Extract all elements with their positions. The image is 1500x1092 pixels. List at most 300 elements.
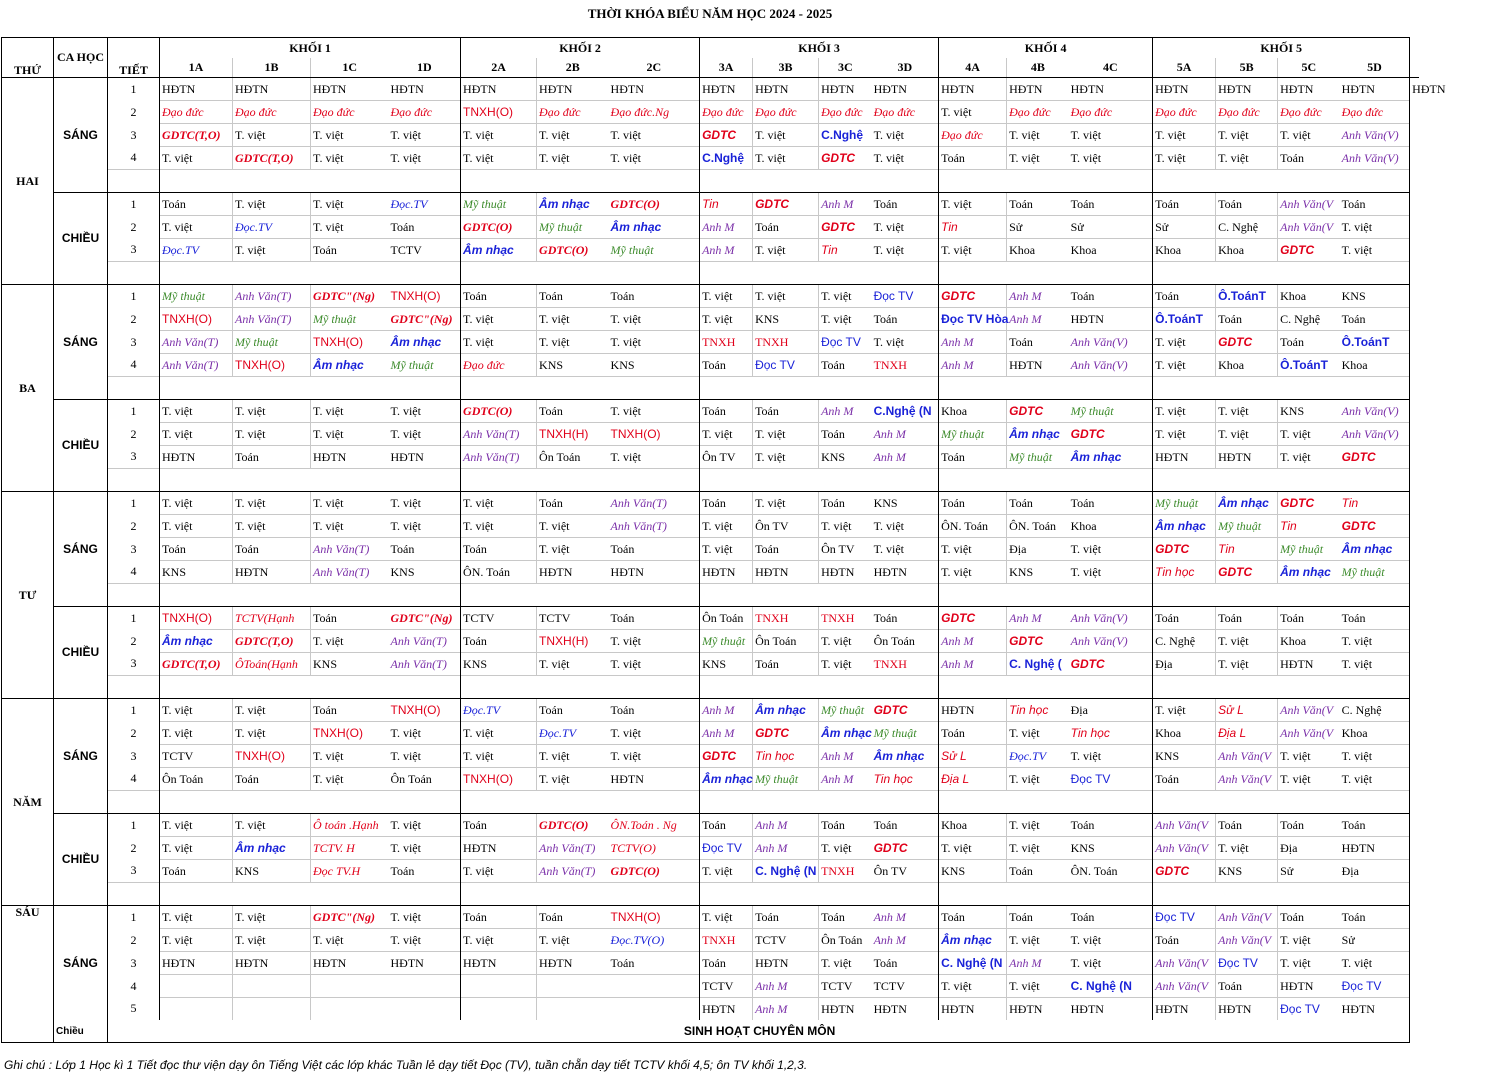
class-cell xyxy=(233,998,311,1021)
class-cell: Tin học xyxy=(1007,699,1069,722)
class-cell: Đạo đức xyxy=(700,101,753,124)
class-cell: HĐTN xyxy=(311,446,389,469)
class-cell: Đạo đức xyxy=(389,101,461,124)
spacer-cell xyxy=(461,170,537,193)
class-cell: T. việt xyxy=(753,124,819,147)
class-cell: GDTC xyxy=(1340,446,1410,469)
class-cell: HĐTN xyxy=(461,78,537,101)
class-cell: HĐTN xyxy=(1069,78,1153,101)
session-label: CHIỀU xyxy=(54,607,108,699)
class-cell: GDTC xyxy=(1216,561,1278,584)
spacer-cell xyxy=(233,676,311,699)
header-khoi: KHỐI 3 xyxy=(700,38,939,59)
class-cell: GDTC xyxy=(753,722,819,745)
class-cell: Địa xyxy=(1278,837,1340,860)
class-cell: HĐTN xyxy=(872,998,939,1021)
class-cell: Khoa xyxy=(1153,239,1216,262)
header-class: 5A xyxy=(1153,58,1216,78)
period-number: 4 xyxy=(108,354,160,377)
class-cell: HĐTN xyxy=(389,952,461,975)
class-cell: HĐTN xyxy=(872,78,939,101)
class-cell: KNS xyxy=(1216,860,1278,883)
class-cell: Sử L xyxy=(939,745,1007,768)
class-cell: HĐTN xyxy=(1007,998,1069,1021)
class-cell: TCTV xyxy=(819,975,872,998)
session-label: SÁNG xyxy=(54,492,108,607)
class-cell: GDTC xyxy=(819,147,872,170)
spacer-cell xyxy=(389,377,461,400)
class-cell: T. việt xyxy=(872,124,939,147)
class-cell: Ôn Toán xyxy=(819,929,872,952)
period-number: 4 xyxy=(108,975,160,998)
class-cell: KNS xyxy=(753,308,819,331)
class-cell: Toán xyxy=(160,860,233,883)
class-cell: C. Nghệ xyxy=(1278,308,1340,331)
session-label: SÁNG xyxy=(54,699,108,814)
class-cell: GDTC xyxy=(753,193,819,216)
class-cell: Toán xyxy=(1153,768,1216,791)
period-number: 3 xyxy=(108,653,160,676)
class-cell: Toán xyxy=(1278,607,1340,630)
class-cell: TNXH xyxy=(872,354,939,377)
class-cell: Toán xyxy=(311,607,389,630)
class-cell: Sử xyxy=(1069,216,1153,239)
class-cell: Toán xyxy=(537,492,609,515)
class-cell: T. việt xyxy=(461,308,537,331)
class-cell: Tin xyxy=(1216,538,1278,561)
class-cell: T. việt xyxy=(389,837,461,860)
class-cell: KNS xyxy=(872,492,939,515)
spacer-cell xyxy=(537,469,609,492)
class-cell: T. việt xyxy=(461,331,537,354)
class-cell: Toán xyxy=(700,492,753,515)
class-cell: T. việt xyxy=(311,630,389,653)
class-cell: HĐTN xyxy=(939,998,1007,1021)
class-cell: T. việt xyxy=(753,492,819,515)
class-cell: T. việt xyxy=(1153,331,1216,354)
class-cell: T. việt xyxy=(872,239,939,262)
period-number: 1 xyxy=(108,285,160,308)
spacer-cell xyxy=(1340,883,1410,906)
spacer-cell xyxy=(311,262,389,285)
class-cell: Ô.ToánT xyxy=(1153,308,1216,331)
header-thu: THỨ xyxy=(14,63,41,77)
class-cell: ÔN.Toán . Ng xyxy=(609,814,700,837)
class-cell: Mỹ thuật xyxy=(1007,446,1069,469)
class-cell: HĐTN xyxy=(753,561,819,584)
spacer-cell xyxy=(1216,469,1278,492)
class-cell: C. Nghệ (N xyxy=(753,860,819,883)
class-cell: Anh Văn(T) xyxy=(160,331,233,354)
class-cell: HĐTN xyxy=(389,78,461,101)
class-cell: Âm nhạc xyxy=(1069,446,1153,469)
class-cell: Anh Văn(V xyxy=(1216,768,1278,791)
class-cell: Toán xyxy=(609,285,700,308)
class-cell: T. việt xyxy=(1216,653,1278,676)
spacer-cell xyxy=(311,883,389,906)
class-cell: Toán xyxy=(389,216,461,239)
class-cell: Đọc TV xyxy=(819,331,872,354)
class-cell: Anh Văn(V xyxy=(1216,745,1278,768)
class-cell: T. việt xyxy=(1069,538,1153,561)
class-cell: Toán xyxy=(819,906,872,929)
spacer-cell xyxy=(1153,676,1216,699)
class-cell: KNS xyxy=(1340,285,1410,308)
spacer-cell xyxy=(461,584,537,607)
class-cell: GDTC xyxy=(1069,653,1153,676)
class-cell: Anh Văn(V) xyxy=(1340,124,1410,147)
spacer-cell xyxy=(753,676,819,699)
class-cell: HĐTN xyxy=(872,561,939,584)
class-cell: Toán xyxy=(1007,331,1069,354)
class-cell: Ô.ToánT xyxy=(1340,331,1410,354)
class-cell: Toán xyxy=(819,492,872,515)
period-number: 3 xyxy=(108,331,160,354)
class-cell: T. việt xyxy=(753,285,819,308)
class-cell: T. việt xyxy=(609,446,700,469)
spacer-cell xyxy=(1007,262,1069,285)
class-cell: T. việt xyxy=(1216,124,1278,147)
class-cell: GDTC xyxy=(700,745,753,768)
class-cell: Ô.ToánT xyxy=(1216,285,1278,308)
spacer-cell xyxy=(609,469,700,492)
period-number: 2 xyxy=(108,515,160,538)
class-cell: T. việt xyxy=(939,101,1007,124)
class-cell: T. việt xyxy=(700,515,753,538)
class-cell: Khoa xyxy=(1216,354,1278,377)
class-cell: HĐTN xyxy=(700,561,753,584)
class-cell: ÔN. Toán xyxy=(939,515,1007,538)
spacer-cell xyxy=(700,676,753,699)
spacer-cell xyxy=(1153,377,1216,400)
class-cell: Ôn TV xyxy=(700,446,753,469)
class-cell: Đạo đức xyxy=(819,101,872,124)
class-cell: Toán xyxy=(753,538,819,561)
class-cell: Âm nhạc xyxy=(537,193,609,216)
class-cell: Toán xyxy=(1340,607,1410,630)
class-cell: T. việt xyxy=(311,745,389,768)
class-cell: Âm nhạc xyxy=(1340,538,1410,561)
class-cell: T. việt xyxy=(1340,952,1410,975)
class-cell: Địa L xyxy=(1216,722,1278,745)
spacer-cell xyxy=(939,469,1007,492)
spacer-cell xyxy=(1278,791,1340,814)
class-cell: KNS xyxy=(609,354,700,377)
class-cell: T. việt xyxy=(1340,239,1410,262)
class-cell: Anh Văn(V) xyxy=(1069,331,1153,354)
header-class: 3D xyxy=(872,58,939,78)
class-cell: T. việt xyxy=(1216,837,1278,860)
class-cell: T. việt xyxy=(160,147,233,170)
spacer-cell xyxy=(108,584,160,607)
class-cell: HĐTN xyxy=(537,561,609,584)
spacer-cell xyxy=(233,170,311,193)
class-cell xyxy=(160,998,233,1021)
class-cell: Đạo đức xyxy=(1340,101,1410,124)
spacer-cell xyxy=(1069,262,1153,285)
class-cell: T. việt xyxy=(609,745,700,768)
class-cell xyxy=(389,975,461,998)
class-cell: T. việt xyxy=(461,492,537,515)
class-cell: Anh Văn(T) xyxy=(461,423,537,446)
spacer-cell xyxy=(819,883,872,906)
class-cell: Khoa xyxy=(1069,515,1153,538)
class-cell: T. việt xyxy=(1216,147,1278,170)
class-cell: Khoa xyxy=(939,400,1007,423)
class-cell: Toán xyxy=(461,538,537,561)
class-cell: HĐTN xyxy=(461,952,537,975)
class-cell: Âm nhạc xyxy=(700,768,753,791)
class-cell: T. việt xyxy=(819,630,872,653)
class-cell: Toán xyxy=(872,308,939,331)
class-cell: T. việt xyxy=(753,239,819,262)
class-cell: Anh Văn(T) xyxy=(609,515,700,538)
class-cell: Mỹ thuật xyxy=(1216,515,1278,538)
class-cell: Khoa xyxy=(1340,354,1410,377)
class-cell: T. việt xyxy=(1278,446,1340,469)
spacer-cell xyxy=(311,170,389,193)
spacer-cell xyxy=(311,377,389,400)
class-cell: GDTC xyxy=(1069,423,1153,446)
period-number: 1 xyxy=(108,492,160,515)
class-cell: T. việt xyxy=(1340,745,1410,768)
class-cell: Anh Văn(V xyxy=(1153,837,1216,860)
class-cell: HĐTN xyxy=(1278,78,1340,101)
spacer-cell xyxy=(1069,791,1153,814)
class-cell: T. việt xyxy=(537,331,609,354)
class-cell: TCTV(O) xyxy=(609,837,700,860)
spacer-cell xyxy=(939,883,1007,906)
header-class: 1B xyxy=(233,58,311,78)
class-cell: Đọc.TV(O) xyxy=(609,929,700,952)
spacer-cell xyxy=(753,584,819,607)
class-cell: Toán xyxy=(819,354,872,377)
class-cell: T. việt xyxy=(1007,975,1069,998)
class-cell: Mỹ thuật xyxy=(1153,492,1216,515)
class-cell: Mỹ thuật xyxy=(939,423,1007,446)
class-cell: Toán xyxy=(1153,607,1216,630)
class-cell: T. việt xyxy=(233,906,311,929)
class-cell: T. việt xyxy=(389,492,461,515)
class-cell: T. việt xyxy=(700,906,753,929)
class-cell: T. việt xyxy=(872,515,939,538)
class-cell: C.Nghệ xyxy=(819,124,872,147)
class-cell: Anh M xyxy=(1007,308,1069,331)
class-cell: T. việt xyxy=(233,239,311,262)
class-cell: Đạo đức xyxy=(537,101,609,124)
class-cell: T. việt xyxy=(311,929,389,952)
class-cell: Địa L xyxy=(939,768,1007,791)
spacer-cell xyxy=(108,262,160,285)
spacer-cell xyxy=(461,883,537,906)
class-cell: Anh M xyxy=(753,998,819,1021)
class-cell: Toán xyxy=(700,354,753,377)
class-cell: Anh Văn(T) xyxy=(160,354,233,377)
class-cell: Địa xyxy=(1340,860,1410,883)
class-cell: Âm nhạc xyxy=(233,837,311,860)
class-cell: Anh Văn(V) xyxy=(1340,147,1410,170)
class-cell: HĐTN xyxy=(1216,78,1278,101)
class-cell: Đọc.TV xyxy=(233,216,311,239)
class-cell: T. việt xyxy=(233,722,311,745)
spacer-cell xyxy=(537,883,609,906)
sinh-hoat-chuyen-mon: SINH HOẠT CHUYÊN MÔN xyxy=(108,1020,1410,1043)
class-cell xyxy=(537,998,609,1021)
class-cell: T. việt xyxy=(1153,354,1216,377)
class-cell: Anh M xyxy=(939,354,1007,377)
class-cell: Khoa xyxy=(1007,239,1069,262)
class-cell: T. việt xyxy=(160,216,233,239)
spacer-cell xyxy=(461,676,537,699)
class-cell: Anh M xyxy=(1007,285,1069,308)
class-cell: HĐTN xyxy=(700,998,753,1021)
class-cell: TNXH(O) xyxy=(461,101,537,124)
spacer-cell xyxy=(819,469,872,492)
class-cell: HĐTN xyxy=(819,561,872,584)
header-thu-spacer xyxy=(2,38,54,78)
header-tiet-spacer xyxy=(108,38,160,78)
class-cell: T. việt xyxy=(1278,952,1340,975)
class-cell: Toán xyxy=(939,492,1007,515)
class-cell: Ôn TV xyxy=(872,860,939,883)
class-cell: T. việt xyxy=(389,929,461,952)
spacer-cell xyxy=(537,262,609,285)
spacer-cell xyxy=(1069,883,1153,906)
class-cell: GDTC xyxy=(939,607,1007,630)
class-cell: KNS xyxy=(1007,561,1069,584)
class-cell: Đọc.TV xyxy=(537,722,609,745)
class-cell: GDTC(T,O) xyxy=(233,147,311,170)
page-title: THỜI KHÓA BIỂU NĂM HỌC 2024 - 2025 xyxy=(587,6,833,21)
class-cell: Đọc.TV xyxy=(461,699,537,722)
header-tiet: TIẾT xyxy=(119,63,148,77)
class-cell: HĐTN xyxy=(819,998,872,1021)
class-cell: T. việt xyxy=(939,193,1007,216)
day-label: HAI xyxy=(2,78,54,285)
class-cell: Toán xyxy=(700,400,753,423)
period-number: 2 xyxy=(108,630,160,653)
class-cell: Toán xyxy=(1007,906,1069,929)
spacer-cell xyxy=(461,262,537,285)
class-cell: HĐTN xyxy=(1340,78,1410,101)
class-cell: T. việt xyxy=(160,400,233,423)
class-cell: GDTC(O) xyxy=(537,814,609,837)
spacer-cell xyxy=(753,262,819,285)
header-class: 4C xyxy=(1069,58,1153,78)
class-cell: Tin học xyxy=(753,745,819,768)
class-cell: T. việt xyxy=(537,929,609,952)
class-cell: T. việt xyxy=(461,147,537,170)
class-cell: Toán xyxy=(609,952,700,975)
class-cell: HĐTN xyxy=(311,952,389,975)
class-cell: HĐTN xyxy=(609,561,700,584)
class-cell: T. việt xyxy=(160,722,233,745)
class-cell: Đọc.TV xyxy=(1007,745,1069,768)
period-number: 2 xyxy=(108,929,160,952)
class-cell: Toán xyxy=(939,446,1007,469)
class-cell: Toán xyxy=(233,538,311,561)
session-label: SÁNG xyxy=(54,906,108,1021)
class-cell: Toán xyxy=(1340,308,1410,331)
class-cell: TNXH(O) xyxy=(609,906,700,929)
class-cell: Anh Văn(V) xyxy=(1340,423,1410,446)
spacer-cell xyxy=(389,262,461,285)
spacer-cell xyxy=(753,469,819,492)
period-number: 2 xyxy=(108,722,160,745)
footnote: Ghi chú : Lớp 1 Học kì 1 Tiết đọc thư viện dạy ôn Tiếng Việt các lớp khác Tuần lẻ dạy tiết Đọc (TV), tuần chẵn dạy tiết TCTV khối 4,5; ôn TV khối 1,2,3. xyxy=(4,1058,808,1072)
spacer-cell xyxy=(1069,676,1153,699)
class-cell: Anh Văn(V xyxy=(1216,929,1278,952)
class-cell: HĐTN xyxy=(1069,998,1153,1021)
spacer-cell xyxy=(389,170,461,193)
class-cell: Anh Văn(T) xyxy=(389,630,461,653)
class-cell: Sử xyxy=(1007,216,1069,239)
spacer-cell xyxy=(389,584,461,607)
class-cell: T. việt xyxy=(311,193,389,216)
class-cell: KNS xyxy=(700,653,753,676)
class-cell: Toán xyxy=(389,538,461,561)
spacer-cell xyxy=(1278,377,1340,400)
class-cell: Toán xyxy=(461,906,537,929)
class-cell: Đạo đức xyxy=(1278,101,1340,124)
class-cell: T. việt xyxy=(160,814,233,837)
class-cell: Toán xyxy=(537,285,609,308)
period-number: 3 xyxy=(108,446,160,469)
class-cell: T. việt xyxy=(1278,124,1340,147)
class-cell: Toán xyxy=(1340,193,1410,216)
spacer-cell xyxy=(1340,791,1410,814)
period-number: 1 xyxy=(108,814,160,837)
class-cell: Âm nhạc xyxy=(389,331,461,354)
class-cell: Anh Văn(V xyxy=(1278,722,1340,745)
class-cell: Toán xyxy=(753,906,819,929)
class-cell: Toán xyxy=(819,814,872,837)
class-cell: TNXH(O) xyxy=(233,354,311,377)
spacer-cell xyxy=(819,377,872,400)
spacer-cell xyxy=(389,791,461,814)
class-cell: TNXH(H) xyxy=(537,630,609,653)
class-cell: HĐTN xyxy=(819,78,872,101)
class-cell: Anh Văn(V) xyxy=(1069,630,1153,653)
class-cell: T. việt xyxy=(233,929,311,952)
class-cell: HĐTN xyxy=(160,446,233,469)
class-cell: Anh Văn(T) xyxy=(233,285,311,308)
class-cell: Toán xyxy=(1069,492,1153,515)
spacer-cell xyxy=(389,883,461,906)
class-cell: T. việt xyxy=(233,423,311,446)
class-cell: KNS xyxy=(537,354,609,377)
spacer-cell xyxy=(700,584,753,607)
spacer-cell xyxy=(1069,377,1153,400)
class-cell: Anh M xyxy=(819,400,872,423)
class-cell: Đạo đức xyxy=(1069,101,1153,124)
header-class: 2C xyxy=(609,58,700,78)
spacer-cell xyxy=(939,791,1007,814)
spacer-cell xyxy=(160,676,233,699)
class-cell: Toán xyxy=(537,906,609,929)
session-label: CHIỀU xyxy=(54,193,108,285)
class-cell: T. việt xyxy=(160,492,233,515)
class-cell: Toán xyxy=(1069,906,1153,929)
class-cell: HĐTN xyxy=(1153,998,1216,1021)
class-cell: Đọc TV xyxy=(872,285,939,308)
class-cell: TCTV. H xyxy=(311,837,389,860)
class-cell: T. việt xyxy=(1007,722,1069,745)
class-cell: T. việt xyxy=(389,147,461,170)
spacer-cell xyxy=(609,584,700,607)
class-cell: GDTC xyxy=(819,216,872,239)
class-cell: T. việt xyxy=(160,423,233,446)
